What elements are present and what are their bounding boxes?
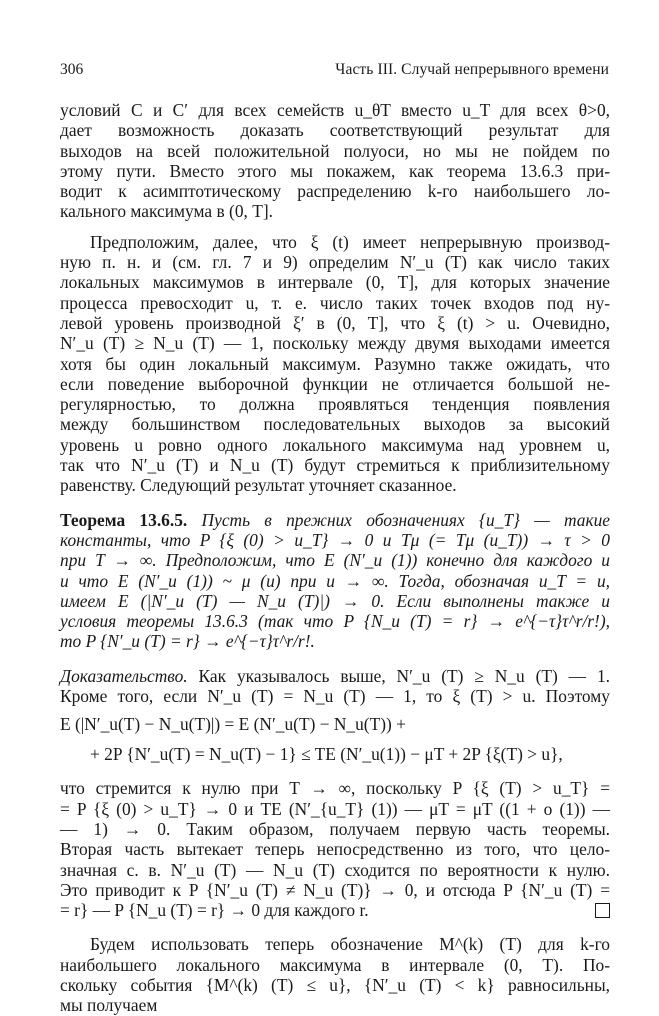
spacer	[60, 920, 610, 934]
end-of-proof-icon	[595, 903, 610, 918]
text-line: скольку события {M^(k) (T) ≤ u}, {N′_u (T) < k} равносильны,	[60, 974, 610, 995]
text-line: Предположим, далее, что ξ (t) имеет непрерывную производ-	[90, 231, 610, 252]
theorem-label: Теорема 13.6.5.	[60, 509, 188, 530]
spacer	[60, 652, 610, 666]
running-header	[60, 60, 609, 84]
text-line: = P {ξ (0) > u_T} → 0 и TE (N′_{u_T} (1)) — μT = μT ((1 + o (1)) —	[60, 798, 610, 819]
text-line: мы получаем	[60, 995, 158, 1016]
equation-line-2: + 2P {N′_u(T) = N_u(T) − 1} ≤ TE (N′_u(1)) − μT + 2P {ξ(T) > u},	[90, 744, 563, 765]
text-line: Вторая часть вытекает теперь непосредственно из того, что цело-	[60, 839, 610, 860]
text-line: значная с. в. N′_u (T) — N_u (T) сходится по вероятности к нулю.	[60, 859, 610, 880]
text-line: Кроме того, если N′_u (T) = N_u (T) — 1, то ξ (T) > u. Поэтому	[60, 686, 610, 707]
text-line	[60, 666, 610, 686]
text-line: условия теоремы 13.6.3 (так что P {N_u (T) = r} → e^{−τ}τ^r/r!),	[60, 611, 610, 632]
text-line	[60, 510, 610, 530]
text-line: водит к асимптотическому распределению k-го наибольшего ло-	[60, 181, 610, 202]
text-line: дает возможность доказать соответствующий результат для	[60, 120, 610, 141]
text-line: левой уровень производной ξ′ в (0, T], что ξ (t) > u. Очевидно,	[60, 312, 610, 333]
text-line: то P {N′_u (T) = r} → e^{−τ}τ^r/r!.	[60, 631, 315, 652]
text-line: условий C и C′ для всех семейств u_θT вместо u_T для всех θ>0,	[60, 100, 610, 120]
proof-text: Как указывалось выше, N′_u (T) ≥ N_u (T) — 1.	[198, 665, 611, 686]
spacer	[60, 222, 610, 232]
text-line: N′_u (T) ≥ N_u (T) — 1, поскольку между двумя выходами имеется	[60, 333, 610, 354]
text-line: при T → ∞. Предположим, что E (N′_u (1)) конечно для каждого u	[60, 550, 610, 571]
proof-continuation	[60, 778, 610, 920]
text-line: процесса превосходит u, т. е. число таких точек входов под ну-	[60, 292, 610, 313]
proof-last-text: = r} — P {N_u (T) = r} → 0 для каждого r.	[60, 900, 369, 921]
text-line: и что E (N′_u (1)) ~ μ (u) при u → ∞. Тогда, обозначая u_T = u,	[60, 570, 610, 591]
text-line: равенству. Следующий результат уточняет сказанное.	[60, 475, 457, 496]
text-line: ную п. н. и (см. гл. 7 и 9) определим N′_u (T) как число таких	[60, 252, 610, 273]
text-line: уровень u ровно одного локального максимума над уровнем u,	[60, 434, 610, 455]
theorem-text: Пусть в прежних обозначениях {u_T} — такие	[201, 509, 610, 530]
text-line: между большинством последовательных выходов за высокий	[60, 414, 610, 435]
text-line: имеем E (|N′_u (T) — N_u (T)|) → 0. Если выполнены также и	[60, 590, 610, 611]
paragraph-k-th-maximum	[60, 934, 610, 1015]
theorem-13-6-5	[60, 510, 610, 652]
page-body	[60, 100, 610, 1016]
page-number: 306	[60, 61, 84, 78]
spacer	[60, 496, 610, 510]
text-line: константы, что P {ξ (0) > u_T} → 0 и Tμ (= Tμ (u_T)) → τ > 0	[60, 529, 610, 550]
text-line: Будем использовать теперь обозначение M^(k) (T) для k-го	[90, 934, 610, 955]
text-line: так что N′_u (T) и N_u (T) будут стремиться к приблизительному	[60, 455, 610, 476]
equation-line-1: E (|N′_u(T) − N_u(T)|) = E (N′_u(T) − N_u(T)) +	[60, 714, 406, 735]
text-line: — 1) → 0. Таким образом, получаем первую часть теоремы.	[60, 818, 610, 839]
paragraph-local-maxima	[60, 232, 610, 496]
text-line: этому пути. Вместо этого мы покажем, как теорема 13.6.3 при-	[60, 160, 610, 181]
proof-label: Доказательство.	[60, 665, 188, 686]
text-line: наибольшего локального максимума в интервале (0, T). По-	[60, 954, 610, 975]
text-line: локальных максимумов в интервале (0, T], для которых значение	[60, 272, 610, 293]
text-line: что стремится к нулю при T → ∞, поскольку P {ξ (T) > u_T} =	[60, 778, 610, 799]
text-line: регулярностью, то должна проявляться тенденция появления	[60, 394, 610, 415]
text-line: если поведение выборочной функции не отличается большой не-	[60, 373, 610, 394]
text-line	[60, 900, 610, 920]
text-line: кального максимума в (0, T].	[60, 201, 273, 222]
text-line: выходов на всей положительной полуоси, но мы не пойдем по	[60, 140, 610, 161]
paragraph-continuation	[60, 100, 610, 222]
text-line: Это приводит к P {N′_u (T) ≠ N_u (T)} → 0, и отсюда P {N′_u (T) =	[60, 879, 610, 900]
proof	[60, 666, 610, 707]
text-line: хотя бы один локальный максимум. Разумно также ожидать, что	[60, 353, 610, 374]
spacer	[60, 768, 610, 778]
running-title: Часть III. Случай непрерывного времени	[335, 61, 609, 78]
